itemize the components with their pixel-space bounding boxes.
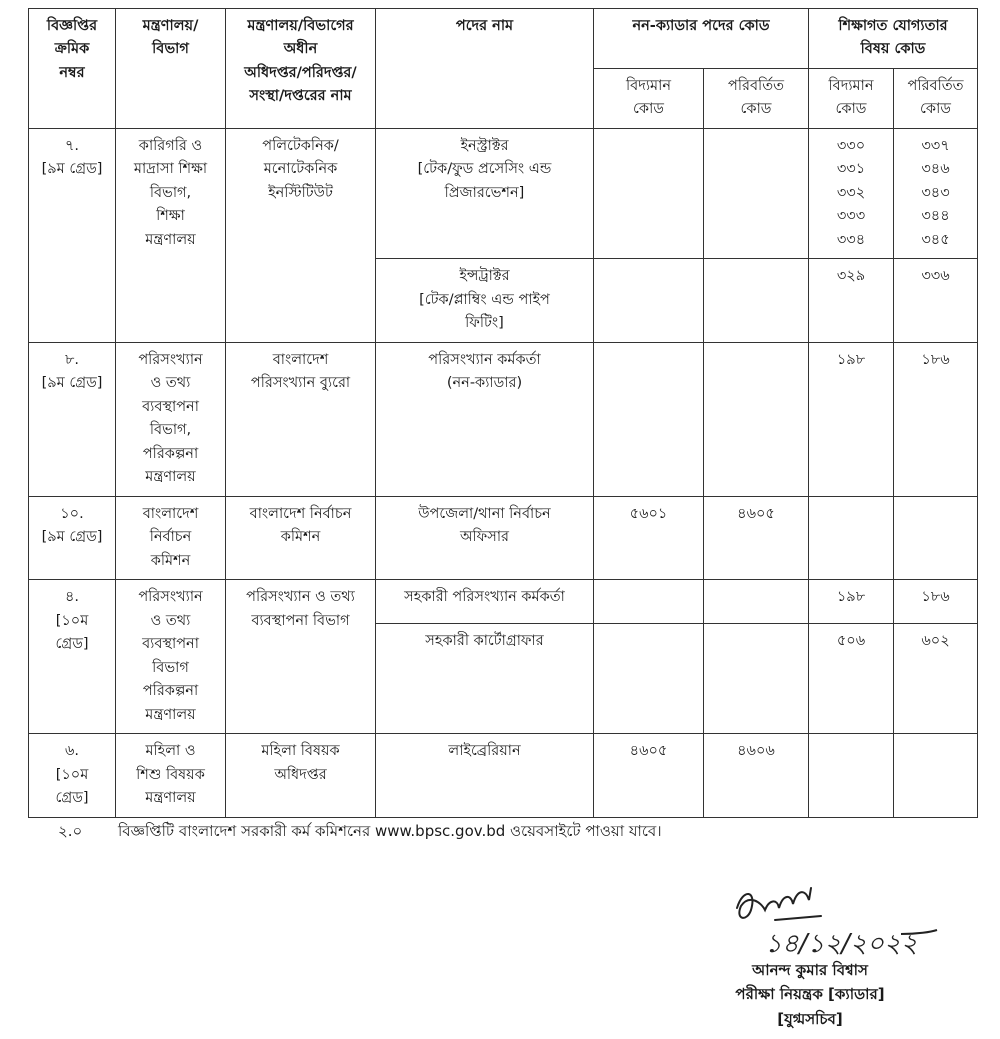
existing-code-cell: ৪৬০৫ <box>594 734 704 817</box>
existing-code-cell <box>594 259 704 342</box>
table-row <box>29 496 978 579</box>
edu-revised-cell: ১৮৬ <box>894 342 978 496</box>
post-cell: লাইব্রেরিয়ান <box>376 734 594 817</box>
edu-existing-cell <box>809 734 894 817</box>
revised-code-cell: ৪৬০৬ <box>704 734 809 817</box>
directorate-cell: পরিসংখ্যান ও তথ্য ব্যবস্থাপনা বিভাগ <box>226 580 376 734</box>
revised-code-cell: ৪৬০৫ <box>704 496 809 579</box>
edu-revised-cell <box>894 734 978 817</box>
edu-existing-cell: ৫০৬ <box>809 624 894 734</box>
edu-existing-cell: ৩৩০ ৩৩১ ৩৩২ ৩৩৩ ৩৩৪ <box>809 128 894 258</box>
table-row <box>29 128 978 258</box>
table-row <box>29 734 978 817</box>
directorate-cell: বাংলাদেশ নির্বাচন কমিশন <box>226 496 376 579</box>
revised-code-cell <box>704 128 809 258</box>
serial-cell: ৭. [৯ম গ্রেড] <box>29 128 116 342</box>
header-ministry: মন্ত্রণালয়/ বিভাগ <box>116 9 226 129</box>
post-cell: সহকারী কার্টোগ্রাফার <box>376 624 594 734</box>
revised-code-cell <box>704 580 809 624</box>
edu-revised-cell: ৩৩৭ ৩৪৬ ৩৪৩ ৩৪৪ ৩৪৫ <box>894 128 978 258</box>
edu-revised-cell: ৩৩৬ <box>894 259 978 342</box>
ministry-cell: কারিগরি ও মাদ্রাসা শিক্ষা বিভাগ, শিক্ষা মন্ত্রণালয় <box>116 128 226 342</box>
edu-revised-cell <box>894 496 978 579</box>
edu-existing-cell: ১৯৮ <box>809 580 894 624</box>
existing-code-cell <box>594 624 704 734</box>
post-cell: পরিসংখ্যান কর্মকর্তা (নন-ক্যাডার) <box>376 342 594 496</box>
edu-existing-cell: ১৯৮ <box>809 342 894 496</box>
directorate-cell: মহিলা বিষয়ক অধিদপ্তর <box>226 734 376 817</box>
post-cell: ইন্সট্রাক্টর [টেক/প্লাম্বিং এন্ড পাইপ ফিটিং] <box>376 259 594 342</box>
existing-code-cell: ৫৬০১ <box>594 496 704 579</box>
revised-code-cell <box>704 342 809 496</box>
revised-code-cell <box>704 624 809 734</box>
signer-title: পরীক্ষা নিয়ন্ত্রক [ক্যাডার] <box>735 985 885 1004</box>
header-noncadre-code: নন-ক্যাডার পদের কোড <box>594 9 809 69</box>
signer-rank: [যুগ্মসচিব] <box>777 1009 843 1028</box>
header-post: পদের নাম <box>376 9 594 129</box>
post-cell: ইনস্ট্রাক্টর [টেক/ফুড প্রসেসিং এন্ড প্রিজারভেশন] <box>376 128 594 258</box>
serial-cell: ৬. [১০ম গ্রেড] <box>29 734 116 817</box>
footnote-number: ২.০ <box>58 822 83 840</box>
directorate-cell: বাংলাদেশ পরিসংখ্যান ব্যুরো <box>226 342 376 496</box>
existing-code-cell <box>594 580 704 624</box>
serial-cell: ৪. [১০ম গ্রেড] <box>29 580 116 734</box>
serial-cell: ১০. [৯ম গ্রেড] <box>29 496 116 579</box>
edu-revised-cell: ৬০২ <box>894 624 978 734</box>
table-row <box>29 580 978 624</box>
header-edu-code: শিক্ষাগত যোগ্যতার বিষয় কোড <box>809 9 978 69</box>
header-directorate: মন্ত্রণালয়/বিভাগের অধীন অধিদপ্তর/পরিদপ্তর/ সংস্থা/দপ্তরের নাম <box>226 9 376 129</box>
table-row <box>29 342 978 496</box>
existing-code-cell <box>594 342 704 496</box>
signer-block <box>710 958 910 1031</box>
signer-name: আনন্দ কুমার বিশ্বাস <box>752 961 868 979</box>
ministry-cell: বাংলাদেশ নির্বাচন কমিশন <box>116 496 226 579</box>
revised-code-cell <box>704 259 809 342</box>
edu-existing-cell <box>809 496 894 579</box>
directorate-cell: পলিটেকনিক/ মনোটেকনিক ইনস্টিটিউট <box>226 128 376 342</box>
signature-date: ১৪/১২/২০২২ <box>765 929 918 959</box>
post-cell: সহকারী পরিসংখ্যান কর্মকর্তা <box>376 580 594 624</box>
post-cell: উপজেলা/থানা নির্বাচন অফিসার <box>376 496 594 579</box>
header-serial: বিজ্ঞপ্তির ক্রমিক নম্বর <box>29 9 116 129</box>
post-code-table <box>28 8 978 818</box>
serial-cell: ৮. [৯ম গ্রেড] <box>29 342 116 496</box>
ministry-cell: মহিলা ও শিশু বিষয়ক মন্ত্রণালয় <box>116 734 226 817</box>
footnote-text: বিজ্ঞপ্তিটি বাংলাদেশ সরকারী কর্ম কমিশনের www.bpsc.gov.bd ওয়েবসাইটে পাওয়া যাবে। <box>118 822 662 840</box>
header-edu-revised-code: পরিবর্তিত কোড <box>894 68 978 128</box>
footnote <box>58 820 662 845</box>
edu-revised-cell: ১৮৬ <box>894 580 978 624</box>
edu-existing-cell: ৩২৯ <box>809 259 894 342</box>
header-existing-code: বিদ্যমান কোড <box>594 68 704 128</box>
header-revised-code: পরিবর্তিত কোড <box>704 68 809 128</box>
existing-code-cell <box>594 128 704 258</box>
header-edu-existing-code: বিদ্যমান কোড <box>809 68 894 128</box>
ministry-cell: পরিসংখ্যান ও তথ্য ব্যবস্থাপনা বিভাগ পরিকল্পনা মন্ত্রণালয় <box>116 580 226 734</box>
ministry-cell: পরিসংখ্যান ও তথ্য ব্যবস্থাপনা বিভাগ, পরিকল্পনা মন্ত্রণালয় <box>116 342 226 496</box>
